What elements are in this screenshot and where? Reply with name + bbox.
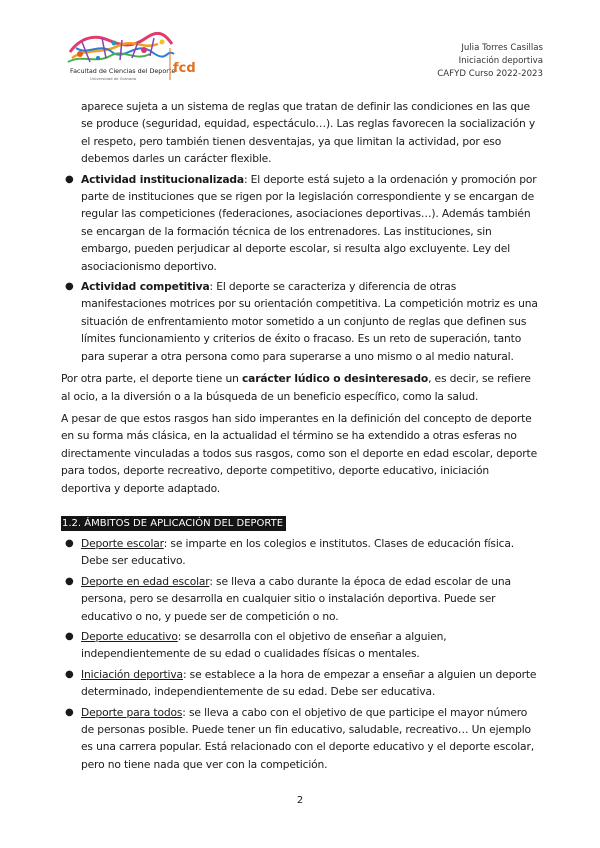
para1-text-before: Por otra parte, el deporte tiene un <box>61 372 242 386</box>
bullet-icon: ● <box>65 537 74 549</box>
feature-item <box>61 278 541 365</box>
bullet-icon: ● <box>65 575 74 587</box>
bullet-icon: ● <box>65 706 74 718</box>
scope-item <box>61 573 541 625</box>
paragraph-extension: A pesar de que estos rasgos han sido imperantes en la definición del concepto de deporte en su forma más clásica, en la actualidad el término se ha extendido a otras esferas no directamente vinculadas a todos sus rasgos, como son el deporte en edad escolar, deporte para todos, deporte recreativo, deporte competitivo, deporte educativo, iniciación deportiva y deporte adaptado. <box>61 411 537 495</box>
para1-bold-text: carácter lúdico o desinteresado <box>241 372 429 386</box>
bullet-icon: ● <box>65 630 74 642</box>
scope-item <box>61 628 541 663</box>
scope-term: Deporte escolar <box>81 536 164 550</box>
logo-mark: fcd <box>173 61 196 76</box>
faculty-logo <box>62 28 196 88</box>
bullet-icon: ● <box>65 281 74 293</box>
scope-term: Iniciación deportiva <box>81 667 183 681</box>
page-number: 2 <box>296 795 304 806</box>
scope-text: : se desarrolla con el objetivo de enseñar a alguien, independientemente de su edad o cualidades físicas o mentales. <box>81 629 447 661</box>
header-author: Julia Torres Casillas <box>461 43 543 53</box>
intro-text: aparece sujeta a un sistema de reglas que tratan de definir las condiciones en las que se produce (seguridad, equidad, espectáculo…). Las reglas favorecen la socialización y el respeto, pero también tienen desventajas, ya que limitan la actividad, por eso debemos darles un carácter flexible. <box>81 100 536 166</box>
scope-term: Deporte para todos <box>81 705 183 719</box>
scope-term: Deporte en edad escolar <box>81 574 210 588</box>
header-subject: Iniciación deportiva <box>458 56 543 66</box>
feature-text: : El deporte está sujeto a la ordenación y promoción por parte de instituciones que se rigen por la legislación correspondiente y se encargan de regular las competiciones (federaciones, asociaciones deportivas…). Además también se encargan de la formación técnica de los entrenadores. Las instituciones, sin embargo, pueden perjudicar al deporte escolar, si resulta algo excluyente. Ley del asociacionismo deportivo. <box>81 172 537 273</box>
feature-text: : El deporte se caracteriza y diferencia de otras manifestaciones motrices por su orientación competitiva. La competición motriz es una situación de enfrentamiento motor sometido a un conjunto de reglas que definen sus límites funcionamiento y criterios de éxito o fracaso. Es un reto de superación, tanto para superar a otra persona como para superarse a uno mismo o al medio natural. <box>81 280 538 363</box>
scope-text: : se lleva a cabo durante la época de edad escolar de una persona, pero se desarrolla en cualquier sitio o instalación deportiva. Puede ser educativo o no, y puede ser de competición o no. <box>81 574 511 623</box>
scope-term: Deporte educativo <box>81 629 178 643</box>
scope-text: : se imparte en los colegios e institutos. Clases de educación física. Debe ser educativo. <box>81 536 515 568</box>
logo-subtext: Universidad de Granada <box>90 76 137 81</box>
header-course: CAFYD Curso 2022-2023 <box>437 69 543 79</box>
bullet-icon: ● <box>65 668 74 680</box>
intro-continuation <box>61 98 541 168</box>
feature-term: Actividad institucionalizada <box>81 172 244 186</box>
feature-term: Actividad competitiva <box>81 280 210 294</box>
bullet-icon: ● <box>65 173 74 185</box>
scope-item <box>61 666 541 701</box>
scope-item <box>61 704 541 774</box>
scope-text: : se lleva a cabo con el objetivo de que participe el mayor número de personas posible. Puede tener un fin educativo, saludable, recreativo… Un ejemplo es una carrera popular. Está relacionado con el deporte educativo y el deporte escolar, pero no tiene nada que ver con la competición. <box>81 705 534 771</box>
page-header <box>437 42 543 81</box>
document-body <box>61 98 541 773</box>
logo-splash-graphic <box>68 33 174 62</box>
para1-text-after: , es decir, se refiere al ocio, a la diversión o a la búsqueda de un beneficio específico, como la salud. <box>61 372 531 403</box>
scope-text: : se establece a la hora de empezar a enseñar a alguien un deporte determinado, independientemente de su edad. Debe ser educativa. <box>81 667 537 699</box>
feature-item <box>61 171 541 275</box>
paragraph-leisure <box>61 370 541 405</box>
section-heading: 1.2. ÁMBITOS DE APLICACIÓN DEL DEPORTE <box>61 516 286 531</box>
scope-item <box>61 535 541 570</box>
logo-text: Facultad de Ciencias del Deporte <box>70 67 176 75</box>
